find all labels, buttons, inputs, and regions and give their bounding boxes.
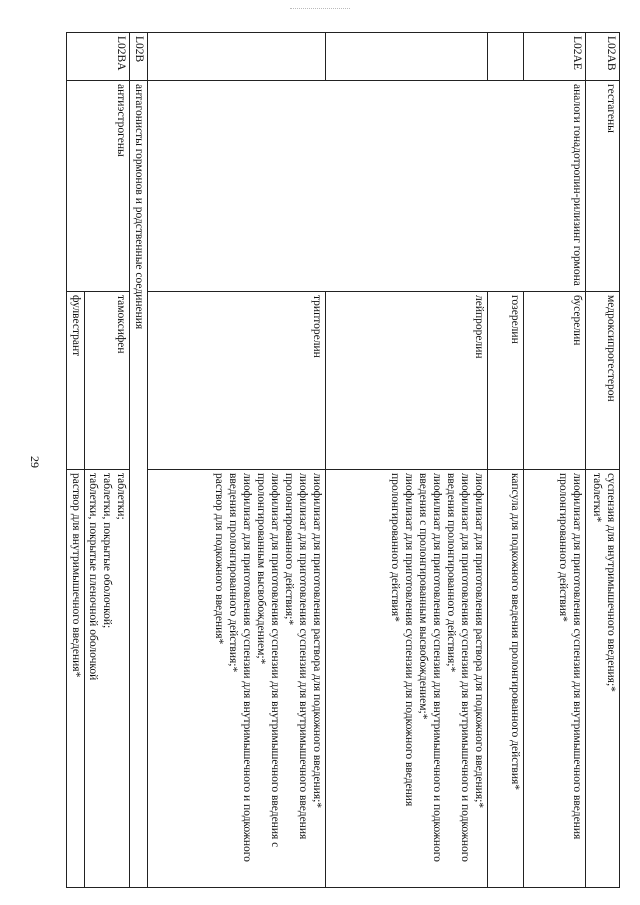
group-name: аналоги гонадотропин-рилизинг гормона xyxy=(148,81,586,292)
atc-code xyxy=(148,33,326,81)
drug-name: фулвестрант xyxy=(66,292,84,470)
dosage-forms xyxy=(524,470,586,888)
table-row xyxy=(84,33,129,888)
drug-name: тамоксифен xyxy=(84,292,129,470)
dosage-form: лиофилизат для приготовления раствора для подкожного введения;* xyxy=(311,473,323,809)
group-name: антагонисты гормонов и родственные соединения xyxy=(130,81,148,888)
page-number: 29 xyxy=(28,456,42,468)
top-scan-marks xyxy=(290,8,350,11)
dosage-form: лиофилизат для приготовления суспензии для внутримышечного введения с пролонгированным высвобождением;* xyxy=(254,473,281,848)
group-name: гестагены xyxy=(586,81,620,292)
atc-code: L02BA xyxy=(66,33,129,81)
dosage-form: лиофилизат для приготовления суспензии для внутримышечного введения пролонгированного действия;* xyxy=(282,473,309,840)
dosage-form: лиофилизат для приготовления суспензии для внутримышечного введения пролонгированного действия* xyxy=(556,473,583,840)
dosage-form: лиофилизат для приготовления суспензии для внутримышечного и подкожного введения с пролонгированным высвобождением;* xyxy=(416,473,443,862)
drug-name: медроксипрогестерон xyxy=(586,292,620,470)
dosage-form: лиофилизат для приготовления суспензии для подкожного введения пролонгированного действия* xyxy=(388,473,415,807)
atc-code xyxy=(326,33,488,81)
rotated-table-container xyxy=(69,32,620,888)
dosage-form: капсула для подкожного введения пролонгированного действия* xyxy=(509,473,521,791)
drug-name: бусерелин xyxy=(524,292,586,470)
dosage-form: таблетки, покрытые оболочкой; xyxy=(100,473,113,629)
dosage-forms xyxy=(84,470,129,888)
dosage-form: таблетки; xyxy=(115,473,127,520)
dosage-forms xyxy=(586,470,620,888)
drug-name: лейпрорелин xyxy=(326,292,488,470)
dosage-form: таблетки, покрытые пленочной оболочкой xyxy=(86,473,99,681)
atc-code: L02AE xyxy=(524,33,586,81)
group-name: антиэстрогены xyxy=(66,81,129,292)
dosage-form: раствор для внутримышечного введения* xyxy=(69,473,82,678)
drug-name: трипторелин xyxy=(148,292,326,470)
atc-code: L02AB xyxy=(586,33,620,81)
table-row xyxy=(586,33,620,888)
atc-code: L02B xyxy=(130,33,148,81)
dosage-form: лиофилизат для приготовления суспензии для внутримышечного и подкожного введения пролонгированного действия;* xyxy=(226,473,253,862)
table-row xyxy=(524,33,586,888)
dosage-forms xyxy=(326,470,488,888)
drug-table xyxy=(66,32,620,888)
atc-code xyxy=(488,33,524,81)
dosage-forms xyxy=(148,470,326,888)
dosage-form: суспензия для внутримышечного введения;* xyxy=(605,473,617,692)
table-row xyxy=(130,33,148,888)
dosage-form: раствор для подкожного введения* xyxy=(212,473,225,645)
dosage-form: таблетки* xyxy=(590,473,603,523)
dosage-form: лиофилизат для приготовления раствора для подкожного введения;* xyxy=(473,473,485,809)
dosage-forms xyxy=(66,470,84,888)
dosage-forms xyxy=(488,470,524,888)
dosage-form: лиофилизат для приготовления суспензии для внутримышечного и подкожного введения пролонгированного действия;* xyxy=(444,473,471,862)
drug-name: гозерелин xyxy=(488,292,524,470)
